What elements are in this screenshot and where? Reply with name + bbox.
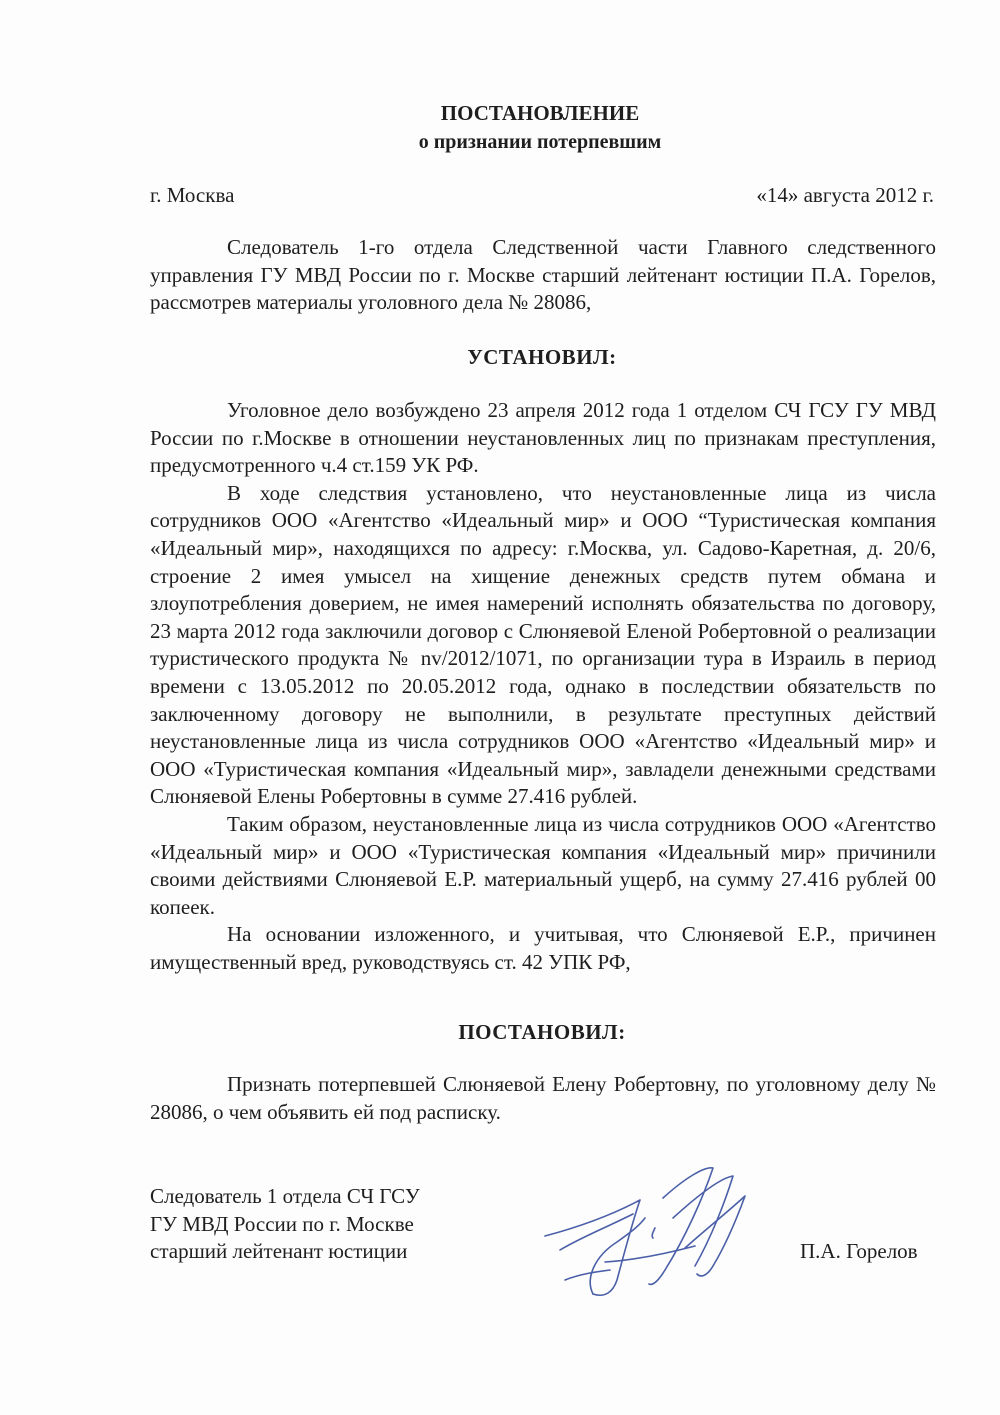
intro-section bbox=[150, 234, 936, 317]
postanovil-section bbox=[150, 1071, 936, 1126]
signatory-position bbox=[150, 1183, 420, 1266]
signatory-line: старший лейтенант юстиции bbox=[150, 1239, 408, 1264]
ustanovil-paragraph: В ходе следствия установлено, что неустановленные лица из числа сотрудников ООО «Агентство «Идеальный мир» и ООО “Туристическая компания «Идеальный мир», находящихся по адресу: г.Москва, ул. Садово-Каретная, д. 20/6, строение 2 имея умысел на хищение денежных средств путем обмана и злоупотребления доверием, не имея намерений исполнять обязательства по договору, 23 марта 2012 года заключили договор с Слюняевой Еленой Робертовной о реализации туристического продукта № nv/2012/1071, по организации тура в Израиль в период времени с 13.05.2012 по 20.05.2012 года, однако в последствии обязательств по заключенному договору не выполнили, в результате преступных действий неустановленные лица из числа сотрудников ООО «Агентство «Идеальный мир» и ООО «Туристическая компания «Идеальный мир», завладели денежными средствами Слюняевой Елены Робертовны в сумме 27.416 рублей. bbox=[150, 480, 936, 809]
handwritten-signature bbox=[535, 1158, 765, 1308]
intro-paragraph: Следователь 1-го отдела Следственной части Главного следственного управления ГУ МВД России по г. Москве старший лейтенант юстиции П.А. Горелов, рассмотрев материалы уголовного дела № 28086, bbox=[150, 235, 936, 315]
ustanovil-heading: УСТАНОВИЛ: bbox=[467, 345, 617, 369]
ustanovil-paragraph: Таким образом, неустановленные лица из числа сотрудников ООО «Агентство «Идеальный мир» и ООО «Туристическая компания «Идеальный мир» причинили своими действиями Слюняевой Е.Р. материальный ущерб, на сумму 27.416 рублей 00 копеек. bbox=[150, 811, 936, 919]
document-subtitle: о признании потерпевшим bbox=[418, 131, 662, 153]
signatory-line: ГУ МВД России по г. Москве bbox=[150, 1211, 414, 1236]
document-title: ПОСТАНОВЛЕНИЕ bbox=[440, 101, 640, 125]
postanovil-heading: ПОСТАНОВИЛ: bbox=[458, 1020, 626, 1044]
ustanovil-paragraph: Уголовное дело возбуждено 23 апреля 2012 года 1 отделом СЧ ГСУ ГУ МВД России по г.Москве в отношении неустановленных лиц по признакам преступления, предусмотренного ч.4 ст.159 УК РФ. bbox=[150, 398, 936, 478]
ustanovil-section bbox=[150, 397, 936, 976]
document-date: «14» августа 2012 г. bbox=[756, 183, 934, 207]
signatory-line: Следователь 1 отдела СЧ ГСУ bbox=[150, 1184, 420, 1208]
document-place: г. Москва bbox=[150, 183, 235, 207]
postanovil-paragraph: Признать потерпевшей Слюняевой Елену Робертовну, по уголовному делу № 28086, о чем объявить ей под расписку. bbox=[150, 1072, 936, 1124]
signatory-name: П.А. Горелов bbox=[800, 1239, 918, 1263]
ustanovil-paragraph: На основании изложенного, и учитывая, что Слюняевой Е.Р., причинен имущественный вред, руководствуясь ст. 42 УПК РФ, bbox=[150, 922, 936, 974]
